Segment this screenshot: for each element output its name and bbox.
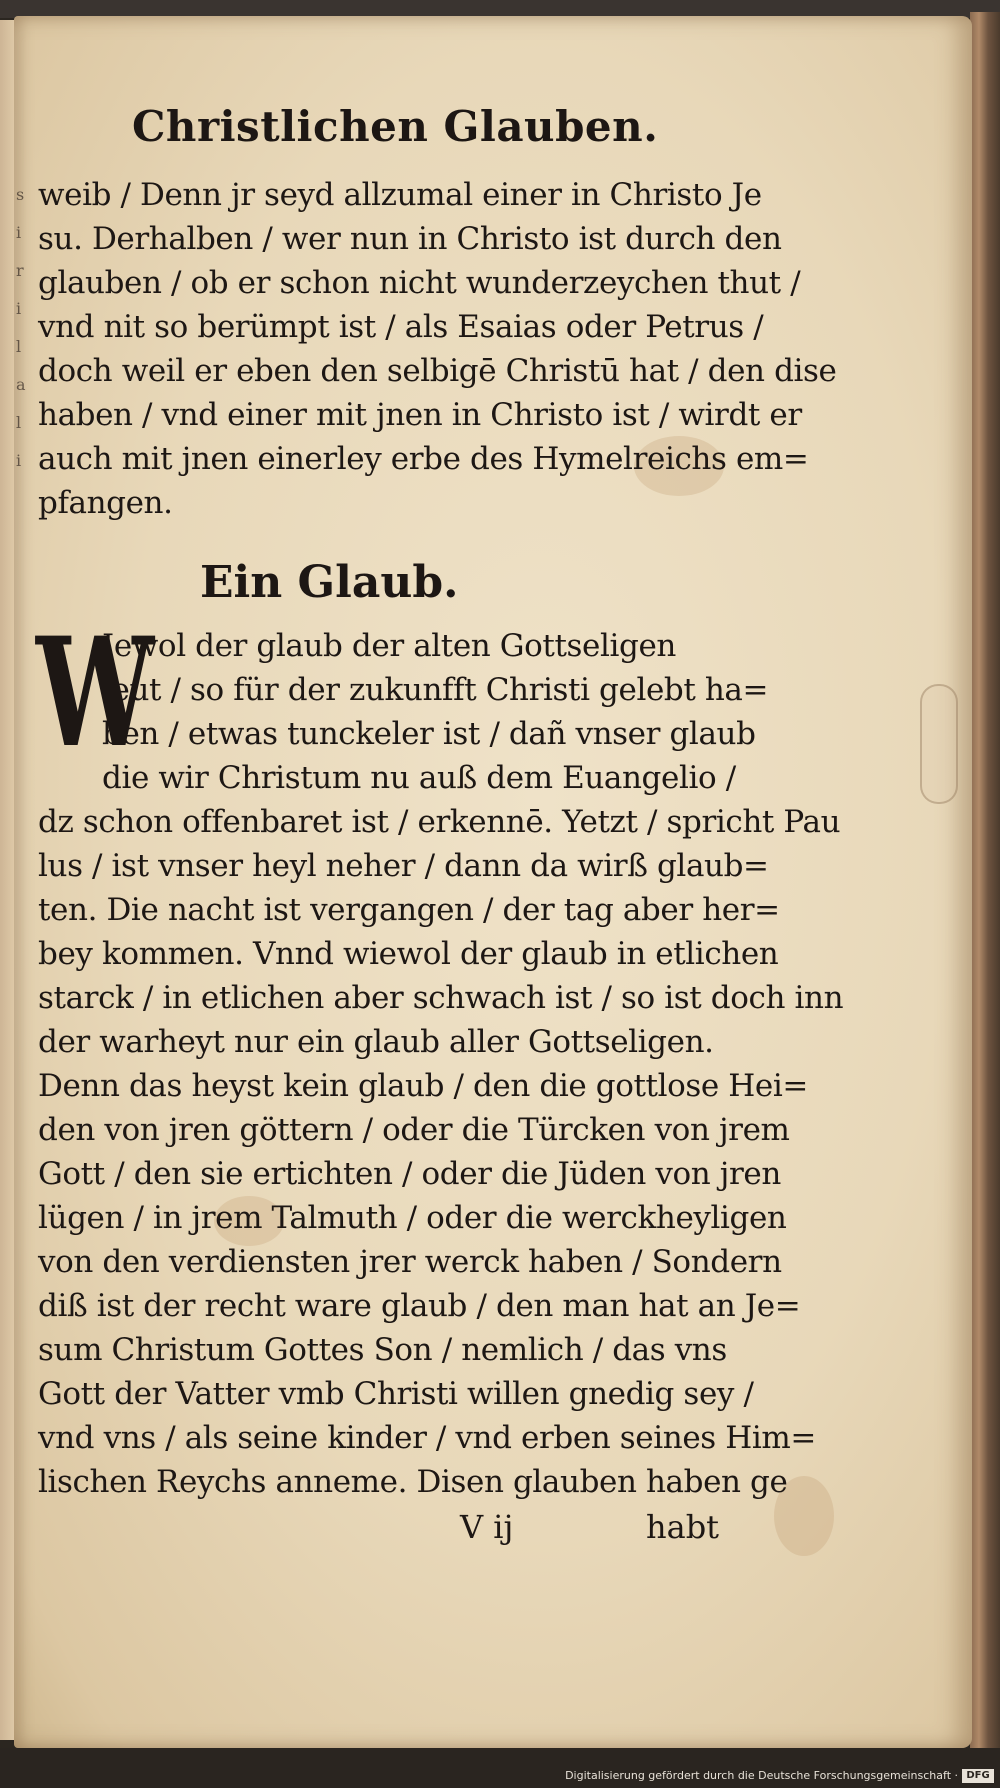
text-line: der warheyt nur ein glaub aller Gottseligen. (38, 1024, 714, 1060)
text-line: auch mit jnen einerley erbe des Hymelreichs em= (38, 441, 809, 477)
text-line: vnd nit so berümpt ist / als Esaias oder Petrus / (38, 309, 764, 345)
text-line: weib / Denn jr seyd allzumal einer in Christo Je (38, 177, 762, 213)
page-foot-line (22, 1504, 762, 1550)
margin-fragments: s i r i l a l i (16, 185, 26, 470)
text-line: diß ist der recht ware glaub / den man hat an Je= (38, 1288, 801, 1324)
signature-mark: V ij (460, 1508, 514, 1546)
text-line: Gott / den sie ertichten / oder die Jüden von jren (38, 1156, 781, 1192)
text-line: Denn das heyst kein glaub / den die gottlose Hei= (38, 1068, 808, 1104)
running-head: Christlichen Glauben. (132, 102, 659, 151)
text-line: haben / vnd einer mit jnen in Christo ist / wirdt er (38, 397, 802, 433)
paragraph-2 (22, 605, 844, 1504)
catchword: habt (646, 1508, 720, 1546)
text-line: lischen Reychs anneme. Disen glauben haben ge (38, 1464, 788, 1500)
dfg-logo-icon: DFG (962, 1769, 994, 1783)
section-title: Ein Glaub. (200, 557, 459, 608)
text-line: Iewol der glaub der alten Gottseligen (102, 628, 676, 664)
text-line: ten. Die nacht ist vergangen / der tag aber her= (38, 892, 780, 928)
text-line: doch weil er eben den selbigē Christū hat / den dise (38, 353, 837, 389)
footer-bar (0, 1748, 1000, 1788)
clasp-impression (920, 684, 958, 804)
text-line: starck / in etlichen aber schwach ist / so ist doch inn (38, 980, 844, 1016)
text-line: den von jren göttern / oder die Türcken von jrem (38, 1112, 790, 1148)
page-text (22, 102, 844, 1550)
text-line: lus / ist vnser heyl neher / dann da wirß glaub= (38, 848, 769, 884)
footer-credit: Digitalisierung gefördert durch die Deutsche Forschungsgemeinschaft · (565, 1769, 958, 1782)
paragraph-1 (22, 173, 837, 525)
text-line: su. Derhalben / wer nun in Christo ist durch den (38, 221, 782, 257)
text-line: bey kommen. Vnnd wiewol der glaub in etlichen (38, 936, 779, 972)
drop-cap: W (36, 605, 154, 781)
text-line: glauben / ob er schon nicht wunderzeychen thut / (38, 265, 801, 301)
book-page (14, 16, 972, 1748)
text-line: leut / so für der zukunfft Christi gelebt ha= (102, 672, 769, 708)
text-line: ben / etwas tunckeler ist / dañ vnser glaub (102, 716, 756, 752)
text-line: sum Christum Gottes Son / nemlich / das vns (38, 1332, 727, 1368)
text-line: die wir Christum nu auß dem Euangelio / (102, 760, 736, 796)
text-line: lügen / in jrem Talmuth / oder die werckheyligen (38, 1200, 787, 1236)
text-line: Gott der Vatter vmb Christi willen gnedig sey / (38, 1376, 754, 1412)
text-line: vnd vns / als seine kinder / vnd erben seines Him= (38, 1420, 816, 1456)
text-line: dz schon offenbaret ist / erkennē. Yetzt / spricht Pau (38, 804, 841, 840)
text-line: pfangen. (38, 485, 173, 521)
book-fore-edge (970, 12, 1000, 1752)
text-line: von den verdiensten jrer werck haben / Sondern (38, 1244, 782, 1280)
